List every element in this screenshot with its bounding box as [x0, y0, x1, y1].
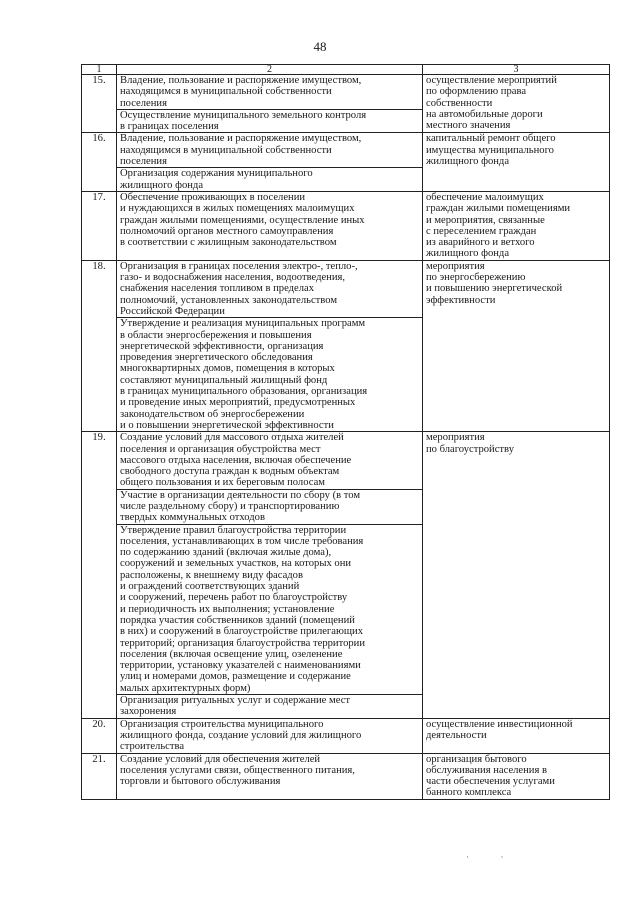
activity-line: и повышению энергетической [426, 283, 563, 295]
competency-line: по содержанию зданий (включая жилые дома), [120, 547, 332, 559]
row-number: 21. [82, 753, 117, 799]
competency-line: поселения [120, 156, 167, 168]
competency-cell [117, 75, 423, 133]
row-number: 20. [82, 718, 117, 753]
row-number: 15. [82, 75, 117, 133]
competency-line: Владение, пользование и распоряжение имуществом, [120, 75, 362, 86]
table-row [82, 133, 610, 191]
activity-line: из аварийного и ветхого [426, 237, 535, 249]
table-row [82, 432, 610, 718]
competency-line: многоквартирных домов, помещения в которых [120, 363, 335, 375]
competency-line: находящимся в муниципальной собственности [120, 144, 332, 156]
competency-item [117, 75, 422, 109]
competency-cell [117, 191, 423, 260]
activity-line: мероприятия [426, 260, 485, 272]
competency-line: полномочий органов местного самоуправления [120, 225, 334, 237]
competency-line: Российской Федерации [120, 305, 225, 317]
header-col-2: 2 [117, 65, 423, 75]
competency-line: расположены, к внешнему виду фасадов [120, 569, 303, 581]
competency-line: поселения и организация обустройства мест [120, 443, 321, 455]
table-body [82, 65, 610, 800]
row-number: 17. [82, 191, 117, 260]
competency-line: поселения (включая освещение улиц, озеленение [120, 648, 343, 660]
row-number: 19. [82, 432, 117, 718]
activity-line: собственности [426, 97, 493, 109]
competency-line: и о повышении энергетической эффективности [120, 419, 334, 431]
competency-item [117, 694, 422, 718]
header-col-3: 3 [423, 65, 610, 75]
competency-line: твердых коммунальных отходов [120, 512, 265, 524]
competency-line: Участие в организации деятельности по сбору (в том [120, 489, 361, 501]
activity-line: части обеспечения услугами [426, 776, 555, 788]
competency-cell [117, 260, 423, 431]
competency-item [117, 133, 422, 167]
competency-line: Создание условий для массового отдыха жителей [120, 432, 344, 444]
competency-line: законодательством об энергосбережении [120, 408, 305, 420]
competency-line: жилищного фонда [120, 179, 204, 191]
competency-cell [117, 718, 423, 753]
competency-line: Организация ритуальных услуг и содержание мест [120, 695, 351, 707]
table-row [82, 753, 610, 799]
competency-item [117, 261, 422, 317]
header-row [82, 65, 610, 75]
competency-line: в границах поселения [120, 121, 219, 133]
competency-line: территории, установку указателей с наименованиями [120, 660, 361, 672]
activity-line: с переселением граждан [426, 225, 537, 237]
competency-line: полномочий, установленных законодательством [120, 294, 338, 306]
competency-line: малых архитектурных форм) [120, 682, 251, 694]
activity-cell [423, 75, 610, 133]
competency-line: Утверждение и реализация муниципальных программ [120, 318, 366, 330]
competency-line: Владение, пользование и распоряжение имуществом, [120, 133, 362, 145]
competency-line: Организация строительства муниципального [120, 718, 324, 730]
activity-line: по благоустройству [426, 443, 514, 455]
competency-line: массового отдыха населения, включая обеспечение [120, 454, 352, 466]
activity-line: и мероприятия, связанные [426, 214, 545, 226]
competency-line: и сооружений, перечень работ по благоустройству [120, 592, 348, 604]
activity-line: имущества муниципального [426, 144, 554, 156]
competency-line: Обеспечение проживающих в поселении [120, 191, 306, 203]
table-row [82, 75, 610, 133]
activity-line: граждан жилыми помещениями [426, 203, 571, 215]
competency-line: поселения, устанавливающих в том числе требования [120, 535, 364, 547]
competency-item [117, 192, 422, 248]
header-col-1: 1 [82, 65, 117, 75]
competency-line: составляют муниципальный жилищный фонд [120, 374, 328, 386]
competency-line: газо- и водоснабжения населения, водоотведения, [120, 272, 346, 284]
activity-line: эффективности [426, 294, 496, 306]
activity-line: по оформлению права [426, 86, 527, 98]
competencies-table [81, 64, 610, 800]
activity-cell [423, 133, 610, 191]
activity-line: по энергосбережению [426, 272, 526, 284]
table-row [82, 718, 610, 753]
competency-line: Организация в границах поселения электро-, тепло-, [120, 260, 358, 272]
competency-item [117, 754, 422, 788]
competency-line: граждан жилыми помещениями, осуществление иных [120, 214, 365, 226]
competency-line: жилищного фонда, создание условий для жилищного [120, 729, 362, 741]
competency-line: Организация содержания муниципального [120, 168, 313, 180]
competency-line: энергетической эффективности, организация [120, 340, 324, 352]
competency-line: в них) и сооружений в благоустройстве прилегающих [120, 626, 364, 638]
competency-line: числе раздельному сбору) и транспортированию [120, 500, 340, 512]
competency-line: и нуждающихся в жилых помещениях малоимущих [120, 203, 355, 215]
competency-line: сооружений и земельных участков, на которых они [120, 558, 352, 570]
activity-line: банного комплекса [426, 787, 512, 799]
page-number: 48 [313, 39, 327, 54]
activity-line: жилищного фонда [426, 156, 510, 168]
competency-line: и периодичность их выполнения; установление [120, 603, 335, 615]
activity-cell [423, 753, 610, 799]
competency-line: улиц и номерами домов, размещение и содержание [120, 671, 351, 683]
competency-line: свободного доступа граждан к водным объектам [120, 466, 340, 478]
activity-line: обеспечение малоимущих [426, 191, 544, 203]
activity-line: деятельности [426, 729, 487, 741]
competency-cell [117, 432, 423, 718]
competency-line: общего пользования и их береговым полосам [120, 477, 326, 489]
row-number: 18. [82, 260, 117, 431]
activity-cell [423, 260, 610, 431]
activity-line: осуществление мероприятий [426, 75, 557, 86]
activity-line: осуществление инвестиционной [426, 718, 573, 730]
competency-line: проведения энергетического обследования [120, 352, 313, 364]
competency-line: Утверждение правил благоустройства территории [120, 524, 347, 536]
competency-item [117, 432, 422, 488]
competency-line: территорий; организация благоустройства территории [120, 637, 366, 649]
activity-cell [423, 718, 610, 753]
activity-cell [423, 191, 610, 260]
competency-line: Осуществление муниципального земельного контроля [120, 109, 367, 121]
competency-line: и проведение иных мероприятий, предусмотренных [120, 397, 356, 409]
competency-cell [117, 133, 423, 191]
competency-item [117, 317, 422, 431]
competency-item [117, 489, 422, 524]
row-number: 16. [82, 133, 117, 191]
table-row [82, 260, 610, 431]
activity-line: местного значения [426, 120, 511, 132]
competency-line: в области энергосбережения и повышения [120, 329, 312, 341]
competency-line: Создание условий для обеспечения жителей [120, 753, 321, 765]
activity-line: капитальный ремонт общего [426, 133, 556, 145]
competency-line: в соответствии с жилищным законодательством [120, 237, 337, 249]
scan-mark: · · [466, 852, 504, 862]
activity-line: жилищного фонда [426, 248, 510, 260]
activity-cell [423, 432, 610, 718]
competency-cell [117, 753, 423, 799]
competency-item [117, 167, 422, 191]
competency-line: поселения услугами связи, общественного питания, [120, 764, 355, 776]
activity-line: на автомобильные дороги [426, 108, 543, 120]
competency-line: снабжения населения топливом в пределах [120, 283, 315, 295]
competency-item [117, 109, 422, 133]
competency-line: порядка участия собственников зданий (помещений [120, 614, 355, 626]
competency-line: находящимся в муниципальной собственности [120, 86, 332, 98]
competency-line: строительства [120, 741, 185, 753]
activity-line: обслуживания населения в [426, 764, 548, 776]
activity-line: организация бытового [426, 753, 527, 765]
competency-line: в границах муниципального образования, организация [120, 386, 368, 398]
competency-item [117, 719, 422, 753]
competency-item [117, 524, 422, 694]
activity-line: мероприятия [426, 432, 485, 444]
competency-line: торговли и бытового обслуживания [120, 776, 281, 788]
table-row [82, 191, 610, 260]
competency-line: и ограждений соответствующих зданий [120, 581, 300, 593]
competency-line: захоронения [120, 706, 177, 718]
competency-line: поселения [120, 97, 167, 109]
